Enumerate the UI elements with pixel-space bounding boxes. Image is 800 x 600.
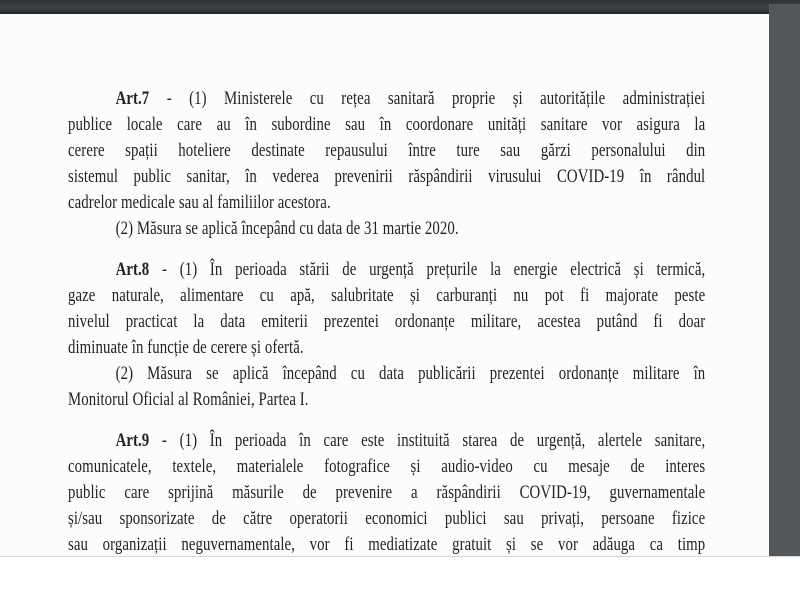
text-line <box>68 164 705 190</box>
line-text: sistemul public sanitar, în vederea prevenirii răspândirii virusului COVID-19 în rândul <box>68 166 706 187</box>
text-line <box>68 257 705 283</box>
page-bottom-edge <box>0 556 800 557</box>
text-line <box>68 283 705 309</box>
line-text: cerere spații hoteliere destinate repausului între ture sau gărzi personalului din <box>68 140 706 161</box>
line-text: publice locale care au în subordine sau în coordonare unități sanitare vor asigura la <box>68 114 706 135</box>
text-line <box>68 86 705 112</box>
document-page <box>0 14 769 556</box>
line-text: și/sau sponsorizate de către operatorii economici publici sau privați, persoane fizice <box>68 508 706 529</box>
line-text: comunicatele, textele, materialele fotografice și audio-video cu mesaje de interes <box>68 456 706 477</box>
text-line <box>68 428 705 454</box>
text-line <box>68 216 705 242</box>
text-line <box>68 506 705 532</box>
line-text: (2) Măsura se aplică începând cu data publicării prezentei ordonanțe militare în <box>115 363 706 384</box>
line-text: - (1) Ministerele cu rețea sanitară proprie și autoritățile administrației <box>149 88 706 109</box>
document-text <box>68 86 705 556</box>
top-toolbar-strip <box>0 0 800 14</box>
line-text: cadrelor medicale sau al familiilor acestora. <box>68 192 331 213</box>
line-text: gaze naturale, alimentare cu apă, salubritate și carburanți nu pot fi majorate peste <box>68 285 706 306</box>
text-line <box>68 190 705 216</box>
article-number: Art.9 <box>115 430 150 451</box>
text-line <box>68 532 705 556</box>
article-number: Art.8 <box>115 259 150 280</box>
text-line <box>68 112 705 138</box>
text-line <box>68 454 705 480</box>
line-text: diminuate în funcție de cerere și ofertă. <box>68 337 304 358</box>
text-line <box>68 309 705 335</box>
line-text: sau organizații neguvernamentale, vor fi mediatizate gratuit și se vor adăuga ca timp <box>68 534 706 555</box>
right-backdrop-strip <box>769 4 800 556</box>
line-text: nivelul practicat la data emiterii prezentei ordonanțe militare, acestea putând fi doar <box>68 311 706 332</box>
line-text: (2) Măsura se aplică începând cu data de 31 martie 2020. <box>115 218 459 239</box>
line-text: public care sprijină măsurile de prevenire a răspândirii COVID-19, guvernamentale <box>68 482 706 503</box>
article-number: Art.7 <box>115 88 150 109</box>
line-text: Monitorul Oficial al României, Partea I. <box>68 389 309 410</box>
text-line <box>68 387 705 413</box>
text-line <box>68 361 705 387</box>
line-text: - (1) În perioada în care este instituită starea de urgență, alertele sanitare, <box>149 430 706 451</box>
text-line <box>68 480 705 506</box>
text-line <box>68 335 705 361</box>
line-text: - (1) În perioada stării de urgență prețurile la energie electrică și termică, <box>149 259 706 280</box>
text-line <box>68 138 705 164</box>
